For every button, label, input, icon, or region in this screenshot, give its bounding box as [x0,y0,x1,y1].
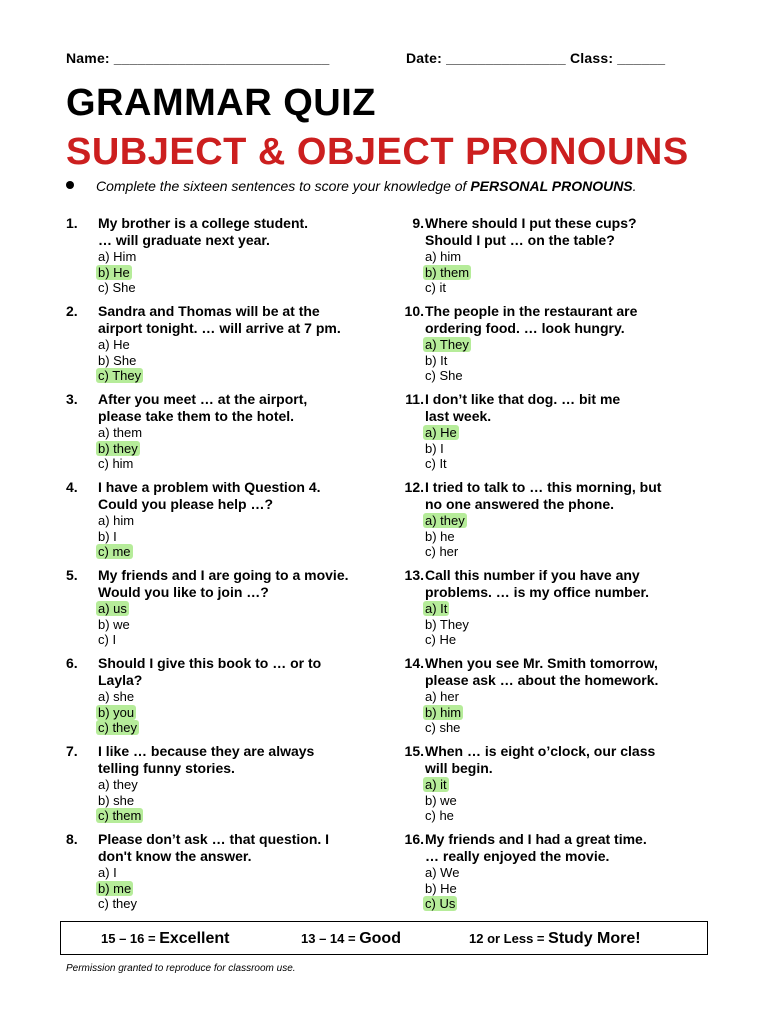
answer-option [98,425,142,441]
question-item [388,215,718,303]
answer-text: a) Him [98,249,137,264]
answer-option [98,513,134,529]
correct-answer-highlight: b) them [425,264,470,280]
answer-options [425,601,469,648]
answer-text: a) We [425,865,460,880]
score-range: 13 – 14 = [301,931,360,946]
question-number: 15. [404,743,424,759]
answer-option [98,632,130,648]
answer-options [425,689,463,736]
instruction-end: . [632,178,637,194]
question-number: 6. [66,655,78,671]
answer-option [98,249,136,265]
answer-text: b) we [98,616,130,632]
questions-left-column [66,215,396,919]
question-number: 11. [405,391,424,407]
answer-options [98,513,134,560]
question-item [388,655,718,743]
question-number: 10. [404,303,424,319]
answer-options [98,601,130,648]
correct-answer-highlight: c) me [98,544,131,559]
answer-text: c) he [425,808,454,823]
answer-option [98,601,130,617]
answer-option [425,705,463,721]
correct-answer-highlight: a) He [425,425,457,440]
scoring-box [60,921,708,955]
instruction-text: Complete the sixteen sentences to score your knowledge of [96,178,471,194]
score-label: Study More! [548,930,641,947]
correct-answer-highlight: b) they [98,440,138,456]
answer-option [98,808,143,824]
answer-option [425,265,471,281]
question-item [66,215,396,303]
answer-option [98,689,139,705]
permission-footer: Permission granted to reproduce for classroom use. [66,963,296,974]
question-text: I tried to talk to … this morning, but no one answered the phone. [425,479,662,512]
answer-text: b) I [98,528,117,544]
score-study-more [469,930,641,948]
answer-options [98,777,143,824]
question-text: Sandra and Thomas will be at the airport tonight. … will arrive at 7 pm. [98,303,341,336]
answer-options [425,249,471,296]
answer-text: c) He [425,632,457,647]
answer-option [425,601,469,617]
answer-options [98,689,139,736]
question-number: 8. [66,831,78,847]
correct-answer-highlight: b) him [425,704,462,720]
answer-option [425,353,471,369]
answer-option [98,544,134,560]
answer-options [98,425,142,472]
answer-text: b) he [425,528,455,544]
answer-option [425,441,459,457]
answer-option [425,777,457,793]
answer-text: c) it [425,280,446,295]
question-item [388,303,718,391]
question-item [66,567,396,655]
answer-options [425,425,459,472]
answer-option [425,529,467,545]
question-text: I don’t like that dog. … bit me last week. [425,391,621,424]
question-text: I like … because they are always telling funny stories. [98,743,315,776]
answer-options [98,249,136,296]
answer-option [98,280,136,296]
answer-option [98,793,143,809]
answer-option [425,544,467,560]
answer-option [98,777,143,793]
answer-option [98,456,142,472]
answer-text: c) she [425,720,461,735]
questions-right-column [388,215,718,919]
score-good [301,930,401,948]
answer-option [98,896,137,912]
answer-option [98,720,139,736]
answer-text: a) He [98,337,130,352]
question-number: 9. [412,215,424,231]
question-text: Call this number if you have any problems. … is my office number. [425,567,650,600]
answer-option [98,705,139,721]
correct-answer-highlight: c) they [98,720,138,735]
correct-answer-highlight: a) it [425,777,447,792]
question-text: After you meet … at the airport, please take them to the hotel. [98,391,308,424]
answer-text: a) they [98,777,138,792]
question-text: Where should I put these cups? Should I put … on the table? [425,215,637,248]
instruction-emphasis: PERSONAL PRONOUNS [470,178,633,194]
question-text: The people in the restaurant are ordering food. … look hungry. [425,303,638,336]
question-item [66,655,396,743]
answer-option [425,632,469,648]
bullet-icon [66,181,74,189]
question-item [66,479,396,567]
answer-option [98,337,143,353]
correct-answer-highlight: a) us [98,601,127,616]
answer-option [425,689,463,705]
question-text: Should I give this book to … or to Layla? [98,655,322,688]
answer-text: b) He [425,880,457,896]
answer-option [425,865,459,881]
question-text: My friends and I had a great time. … really enjoyed the movie. [425,831,647,864]
answer-text: a) them [98,425,143,440]
answer-text: b) They [425,616,469,632]
correct-answer-highlight: b) you [98,704,135,720]
question-number: 1. [66,215,78,231]
question-number: 2. [66,303,78,319]
answer-text: a) I [98,865,117,880]
answer-options [425,513,467,560]
answer-option [98,617,130,633]
question-item [388,831,718,919]
correct-answer-highlight: a) they [425,513,465,528]
page-title: GRAMMAR QUIZ [66,82,376,124]
answer-option [425,425,459,441]
question-item [388,567,718,655]
answer-option [98,265,136,281]
question-item [66,743,396,831]
correct-answer-highlight: c) They [98,368,142,383]
answer-text: b) It [425,352,448,368]
question-item [388,479,718,567]
answer-options [425,865,459,912]
question-number: 12. [404,479,424,495]
question-text: Please don’t ask … that question. I don't know the answer. [98,831,330,864]
answer-text: c) She [425,368,463,383]
answer-option [425,249,471,265]
question-text: When … is eight o’clock, our class will begin. [425,743,656,776]
answer-option [98,353,143,369]
page-subtitle: SUBJECT & OBJECT PRONOUNS [66,131,689,173]
question-number: 4. [66,479,78,495]
correct-answer-highlight: b) me [98,880,132,896]
answer-option [425,793,457,809]
question-item [66,303,396,391]
answer-text: a) she [98,689,135,704]
question-number: 3. [66,391,78,407]
answer-options [98,337,143,384]
score-label: Excellent [159,930,230,947]
score-range: 12 or Less = [469,931,549,946]
answer-option [425,280,471,296]
question-number: 7. [66,743,78,759]
answer-option [98,529,134,545]
question-number: 14. [404,655,424,671]
answer-text: c) It [425,456,447,471]
answer-text: a) him [98,513,135,528]
answer-options [425,337,471,384]
answer-text: a) him [425,249,462,264]
answer-text: c) I [98,632,117,647]
question-text: When you see Mr. Smith tomorrow, please ask … about the homework. [425,655,659,688]
answer-text: b) she [98,792,135,808]
answer-option [425,617,469,633]
answer-option [425,456,459,472]
question-number: 16. [404,831,424,847]
answer-options [98,865,137,912]
question-number: 13. [404,567,424,583]
answer-option [98,441,142,457]
correct-answer-highlight: c) Us [425,896,456,911]
question-item [388,391,718,479]
question-text: My friends and I are going to a movie. Would you like to join …? [98,567,349,600]
answer-text: c) they [98,896,138,911]
answer-option [425,881,459,897]
instruction-line [66,178,706,194]
date-class-field-label: Date: _______________ Class: ______ [406,50,666,66]
answer-option [425,720,463,736]
answer-text: b) I [425,440,444,456]
correct-answer-highlight: b) He [98,264,130,280]
question-item [66,391,396,479]
correct-answer-highlight: c) them [98,808,142,823]
score-label: Good [359,930,401,947]
answer-option [98,368,143,384]
question-text: My brother is a college student. … will graduate next year. [98,215,309,248]
question-item [388,743,718,831]
name-field-label: Name: ___________________________ [66,50,330,66]
answer-text: c) her [425,544,459,559]
answer-option [425,513,467,529]
answer-text: c) him [98,456,134,471]
score-range: 15 – 16 = [101,931,160,946]
answer-options [425,777,457,824]
answer-option [425,808,457,824]
question-item [66,831,396,919]
answer-option [425,337,471,353]
answer-text: c) She [98,280,136,295]
answer-option [98,865,137,881]
answer-option [98,881,137,897]
correct-answer-highlight: a) They [425,337,469,352]
answer-option [425,368,471,384]
answer-text: b) we [425,792,457,808]
correct-answer-highlight: a) It [425,601,448,616]
answer-text: b) She [98,352,137,368]
question-number: 5. [66,567,78,583]
answer-option [425,896,459,912]
score-excellent [101,930,229,948]
question-text: I have a problem with Question 4. Could you please help …? [98,479,321,512]
answer-text: a) her [425,689,459,704]
